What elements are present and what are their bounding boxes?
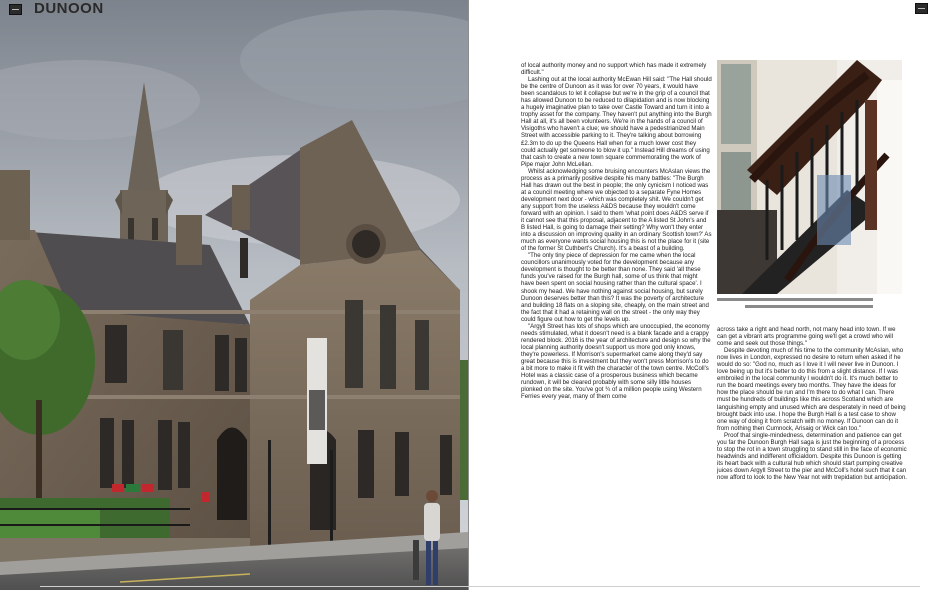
paragraph: Lashing out at the local authority McEwan Hill said: "The Hall should be the centre of Dunoon as it was for over 70 years, it would have been scandalous to let it collapse but we're in the grip of a council that has allowed Dunoon to be reduced to dilapidation and is now blocking a hugely imaginative plan to take over Castle Toward and turn it into a trophy asset for the company. They haven't put anything into the Burgh Hall at all, it's all been volunteers. We're in the hands of a council of Visigoths who haven't a clue; we should have a pedestrianized Main Street with accessible parking to it. They're talking about borrowing £2.3m to do up the Queens Hall when for a much lower cost they could actually get someone to blow it up." Instead Hill dreams of using that cash to create a new town square commemorating the work of Pipe major John McLellan. xyxy=(521,76,712,168)
article-column-left xyxy=(521,62,712,400)
caption-rule xyxy=(717,298,873,301)
paragraph: "The only tiny piece of depression for me came when the local councillors unanimously voted for the development because any development is thought to be better than none. They said 'all these funds you've raised for the Burgh hall, some of us think that might have been spent on social housing rather than the cultural space'. I shook my head. We have nothing against social housing, but surely Dunoon deserves better than this? It was the poverty of architecture and building 18 flats on a sloping site, cheaply, on the main street and the fact that it had a retaining wall on the street - the only way they could figure out how to get the levels up. xyxy=(521,252,709,323)
caption-rule xyxy=(745,305,873,308)
staircase-interior-photo xyxy=(717,60,902,294)
section-header xyxy=(0,0,104,18)
section-title: DUNOON xyxy=(34,0,104,17)
paragraph: Proof that single-mindedness, determination and patience can get you far the Dunoon Burgh Hall saga is just the beginning of a process to stop the rot in a town struggling to stand still in the face of economic headwinds and indifferent officialdom. Despite this Dunoon is getting its heart back with a cultural hub which should start pumping creative juices down Argyll Street to the pier and McColl's hotel such that it can now afford to look to the New Year not with trepidation but anticipation. xyxy=(717,431,907,481)
page-menu-icon[interactable] xyxy=(915,3,928,14)
page-divider xyxy=(468,0,469,590)
paragraph: across take a right and head north, not many head into town. If we can get a vibrant arts programme going we'll get a crowd who will come and seek out those things." xyxy=(717,326,896,348)
paragraph: Despite devoting much of his time to the community McAslan, who now lives in London, expressed no desire to return when asked if he would do so: "God no, much as I love it I will never live in Dunoon. I love being up but it's better to do this from a slight distance. If I was embroiled in the local community I wouldn't do it. It's much better to run the board meetings every two months. They have the ideas for how the place should be run and I'm there to do what I can. There must be hundreds of buildings like this across Scotland which are languishing empty and unused which are desperately in need of being brought back into use. I hope the Burgh Hall is a test case to show one way of doing it from scratch with no money. If Dunoon can do it from nothing then Cumnock, Arisaig or Wick can too." xyxy=(717,347,906,432)
page-bottom-rule xyxy=(40,586,920,587)
paragraph: Whilst acknowledging some bruising encounters McAslan views the process as a primarily positive despite his many battles: "The Burgh Hall has drawn out the best in people; the only cynicism I noticed was at a council meeting where we objected to a separate Fyne Homes development next door - which was completely shit. We couldn't get any support from the useless A&DS because they wouldn't come forward with an opinion. I said to them 'what point does A&DS serve if it cannot see that this proposal, adjacent to the A listed St John's and B listed Hall, is going to damage their setting? Why won't they enter into a discussion on improving quality in an ordinary Scottish town?' As much as everyone wants social housing this is not the place for it (site of the former St Cuthbert's Church). It's a beast of a building. xyxy=(521,167,712,253)
article-column-right xyxy=(717,326,907,481)
paragraph: of local authority money and no support which has made it extremely difficult." xyxy=(521,62,707,77)
page-menu-icon[interactable] xyxy=(9,4,22,15)
paragraph: "Argyll Street has lots of shops which are unoccupied, the economy needs stimulated, what it doesn't need is a blank facade and a crappy rendered block. 2016 is the year of architecture and design so why the local planning authority doesn't support us more god only knows, they're powerless. If Morrison's supermarket came along they'd say great because this is investment but they won't press Morrison's to do a bit more to make it fit with the character of the town centre. McColl's Hotel was a classic case of a prosperous business which became rundown, it will be cleared probably with some silly little houses plonked on the site. You've got ¾ of a million people using Western Ferries every year, many of them come xyxy=(521,322,711,401)
